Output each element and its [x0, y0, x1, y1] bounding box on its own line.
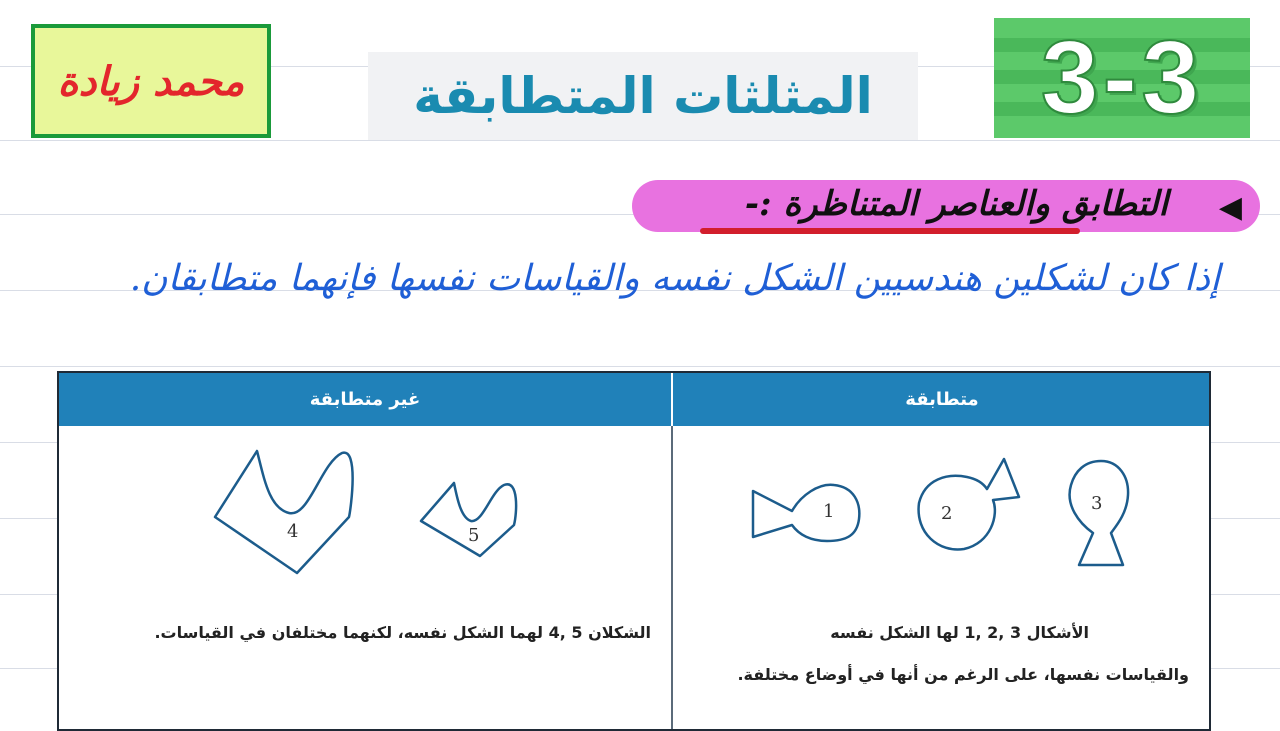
- shape-1-label: 1: [823, 501, 835, 522]
- notebook-rule: [0, 140, 1280, 141]
- comparison-table: [57, 371, 1211, 731]
- header-not-congruent: غير متطابقة: [309, 389, 421, 410]
- shape-4: [215, 451, 353, 573]
- author-badge: [31, 24, 271, 138]
- section-heading: [632, 180, 1260, 232]
- lesson-number: 3-3: [1040, 19, 1204, 136]
- author-name: محمد زيادة: [57, 57, 245, 105]
- shape-1: [753, 485, 859, 541]
- congruent-caption-line1: الأشكال 3 ,2 ,1 لها الشكل نفسه: [830, 623, 1089, 642]
- definition-text: إذا كان لشكلين هندسيين الشكل نفسه والقياسات نفسها فإنهما متطابقان.: [129, 258, 1220, 299]
- shape-3-label: 3: [1091, 493, 1103, 514]
- lesson-number-badge: [994, 18, 1250, 138]
- shape-2-label: 2: [941, 503, 953, 524]
- lesson-title: المثلثات المتطابقة: [413, 67, 873, 125]
- notebook-rule: [0, 366, 1280, 367]
- header-congruent: متطابقة: [905, 389, 979, 410]
- heading-underline: [700, 228, 1080, 234]
- right-arrow-icon: ◀: [1218, 190, 1242, 225]
- shape-5-label: 5: [468, 525, 480, 546]
- congruent-caption-line2: والقياسات نفسها، على الرغم من أنها في أوضاع مختلفة.: [737, 665, 1189, 684]
- shape-4-label: 4: [287, 521, 299, 542]
- not-congruent-caption: الشكلان 5 ,4 لهما الشكل نفسه، لكنهما مختلفان في القياسات.: [154, 623, 651, 642]
- section-heading-text: التطابق والعناصر المتناظرة :-: [744, 184, 1168, 224]
- shape-2: [919, 459, 1019, 550]
- lesson-title-box: [368, 52, 918, 140]
